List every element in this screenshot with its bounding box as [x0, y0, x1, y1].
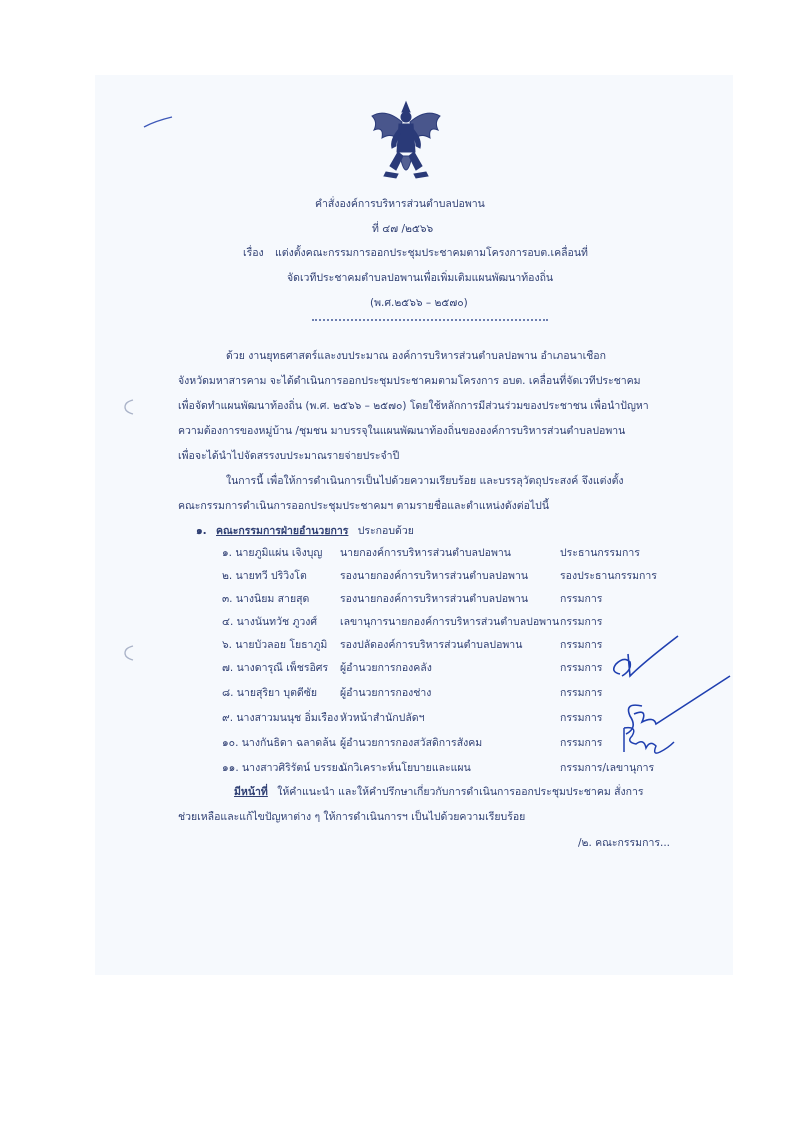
document-number: ที่ ๔๗ /๒๕๖๖: [372, 223, 434, 235]
member-position: รองปลัดองค์การบริหารส่วนตำบลปอพาน: [340, 639, 523, 651]
member-position: นักวิเคราะห์นโยบายและแผน: [340, 762, 471, 774]
member-position: รองนายกองค์การบริหารส่วนตำบลปอพาน: [340, 593, 529, 605]
pen-stroke-mark: [143, 116, 173, 128]
member-position: ผู้อำนวยการกองคลัง: [340, 662, 432, 674]
member-position: หัวหน้าสำนักปลัดฯ: [340, 712, 425, 724]
duty-row: [234, 785, 644, 799]
punch-hole-icon: [122, 644, 136, 662]
section-number: ๑.: [196, 525, 207, 537]
member-role: กรรมการ: [560, 712, 603, 724]
section-title: คณะกรรมการฝ่ายอำนวยการ: [216, 525, 349, 537]
member-role: ประธานกรรมการ: [560, 547, 640, 559]
member-role: กรรมการ: [560, 662, 603, 674]
member-role: กรรมการ: [560, 639, 603, 651]
member-position: ผู้อำนวยการกองสวัสดิการสังคม: [340, 737, 483, 749]
signature-mark: [612, 722, 682, 762]
section-heading: [196, 524, 414, 538]
member-name: ๑๑. นางสาวศิริรัตน์ บรรยง: [222, 762, 343, 774]
agency-line: คำสั่งองค์การบริหารส่วนตำบลปอพาน: [315, 198, 485, 210]
duty-label: มีหน้าที่: [234, 786, 268, 798]
duty-line-2: ช่วยเหลือและแก้ไขปัญหาต่าง ๆ ให้การดำเนินการฯ เป็นไปด้วยความเรียบร้อย: [178, 811, 526, 823]
member-position: นายกองค์การบริหารส่วนตำบลปอพาน: [340, 547, 511, 559]
member-role: กรรมการ: [560, 687, 603, 699]
member-role: กรรมการ/เลขานุการ: [560, 762, 655, 774]
member-position: เลขานุการนายกองค์การบริหารส่วนตำบลปอพาน: [340, 616, 560, 628]
body-line: จังหวัดมหาสารคาม จะได้ดำเนินการออกประชุมประชาคมตามโครงการ อบต. เคลื่อนที่จัดเวทีประชาคม: [178, 375, 641, 387]
member-role: กรรมการ: [560, 593, 603, 605]
member-name: ๙. นางสาวมนนุช อิ่มเรือง: [222, 712, 339, 724]
body-line: ความต้องการของหมู่บ้าน /ชุมชน มาบรรจุในแผนพัฒนาท้องถิ่นขององค์การบริหารส่วนตำบลปอพาน: [178, 425, 626, 437]
member-position: รองนายกองค์การบริหารส่วนตำบลปอพาน: [340, 570, 529, 582]
member-name: ๖. นายบัวลอย โยธาภูมิ: [222, 639, 328, 651]
subject-text: แต่งตั้งคณะกรรมการออกประชุมประชาคมตามโครงการอบต.เคลื่อนที่: [275, 247, 588, 259]
body-line: ด้วย งานยุทธศาสตร์และงบประมาณ องค์การบริหารส่วนตำบลปอพาน อำเภอนาเชือก: [226, 350, 606, 362]
body-line: เพื่อจัดทำแผนพัฒนาท้องถิ่น (พ.ศ. ๒๕๖๖ – ๒๕๗๐) โดยใช้หลักการมีส่วนร่วมของประชาชน เพื่อนำปัญหา: [178, 400, 649, 412]
member-name: ๔. นางนันทวัช ภูวงศ์: [222, 616, 318, 628]
garuda-emblem-icon: [368, 100, 444, 192]
member-name: ๘. นายสุริยา บุตดีซัย: [222, 687, 318, 699]
member-name: ๒. นายทวี ปริวิงโต: [222, 570, 307, 582]
subject-row: [243, 246, 588, 260]
member-role: กรรมการ: [560, 737, 603, 749]
punch-hole-icon: [122, 398, 136, 416]
order-line: ในการนี้ เพื่อให้การดำเนินการเป็นไปด้วยความเรียบร้อย และบรรลุวัตถุประสงค์ จึงแต่งตั้ง: [226, 475, 624, 487]
member-name: ๗. นางดารุณี เพ็ชรอิศร: [222, 662, 329, 674]
member-role: กรรมการ: [560, 616, 603, 628]
duty-text: ให้คำแนะนำ และให้คำปรึกษาเกี่ยวกับการดำเนินการออกประชุมประชาคม สั่งการ: [277, 786, 644, 798]
order-line: คณะกรรมการดำเนินการออกประชุมประชาคมฯ ตามรายชื่อและตำแหน่งดังต่อไปนี้: [178, 500, 550, 512]
section-suffix: ประกอบด้วย: [357, 525, 414, 537]
member-role: รองประธานกรรมการ: [560, 570, 657, 582]
member-position: ผู้อำนวยการกองช่าง: [340, 687, 432, 699]
subject-line-2: จัดเวทีประชาคมตำบลปอพานเพื่อเพิ่มเติมแผนพัฒนาท้องถิ่น: [287, 272, 554, 284]
member-name: ๓. นางนิยม สายสุด: [222, 593, 310, 605]
body-line: เพื่อจะได้นำไปจัดสรรงบประมาณรายจ่ายประจำปี: [178, 450, 400, 462]
subject-label: เรื่อง: [243, 247, 264, 259]
member-name: ๑๐. นางกันธิดา ฉลาดล้น: [222, 737, 336, 749]
member-name: ๑. นายภูมิแผ่น เจิงบุญ: [222, 547, 323, 559]
continuation-note: /๒. คณะกรรมการ...: [578, 837, 671, 849]
subject-line-3: (พ.ศ.๒๕๖๖ – ๒๕๗๐): [370, 297, 468, 309]
separator-line: [312, 319, 548, 325]
